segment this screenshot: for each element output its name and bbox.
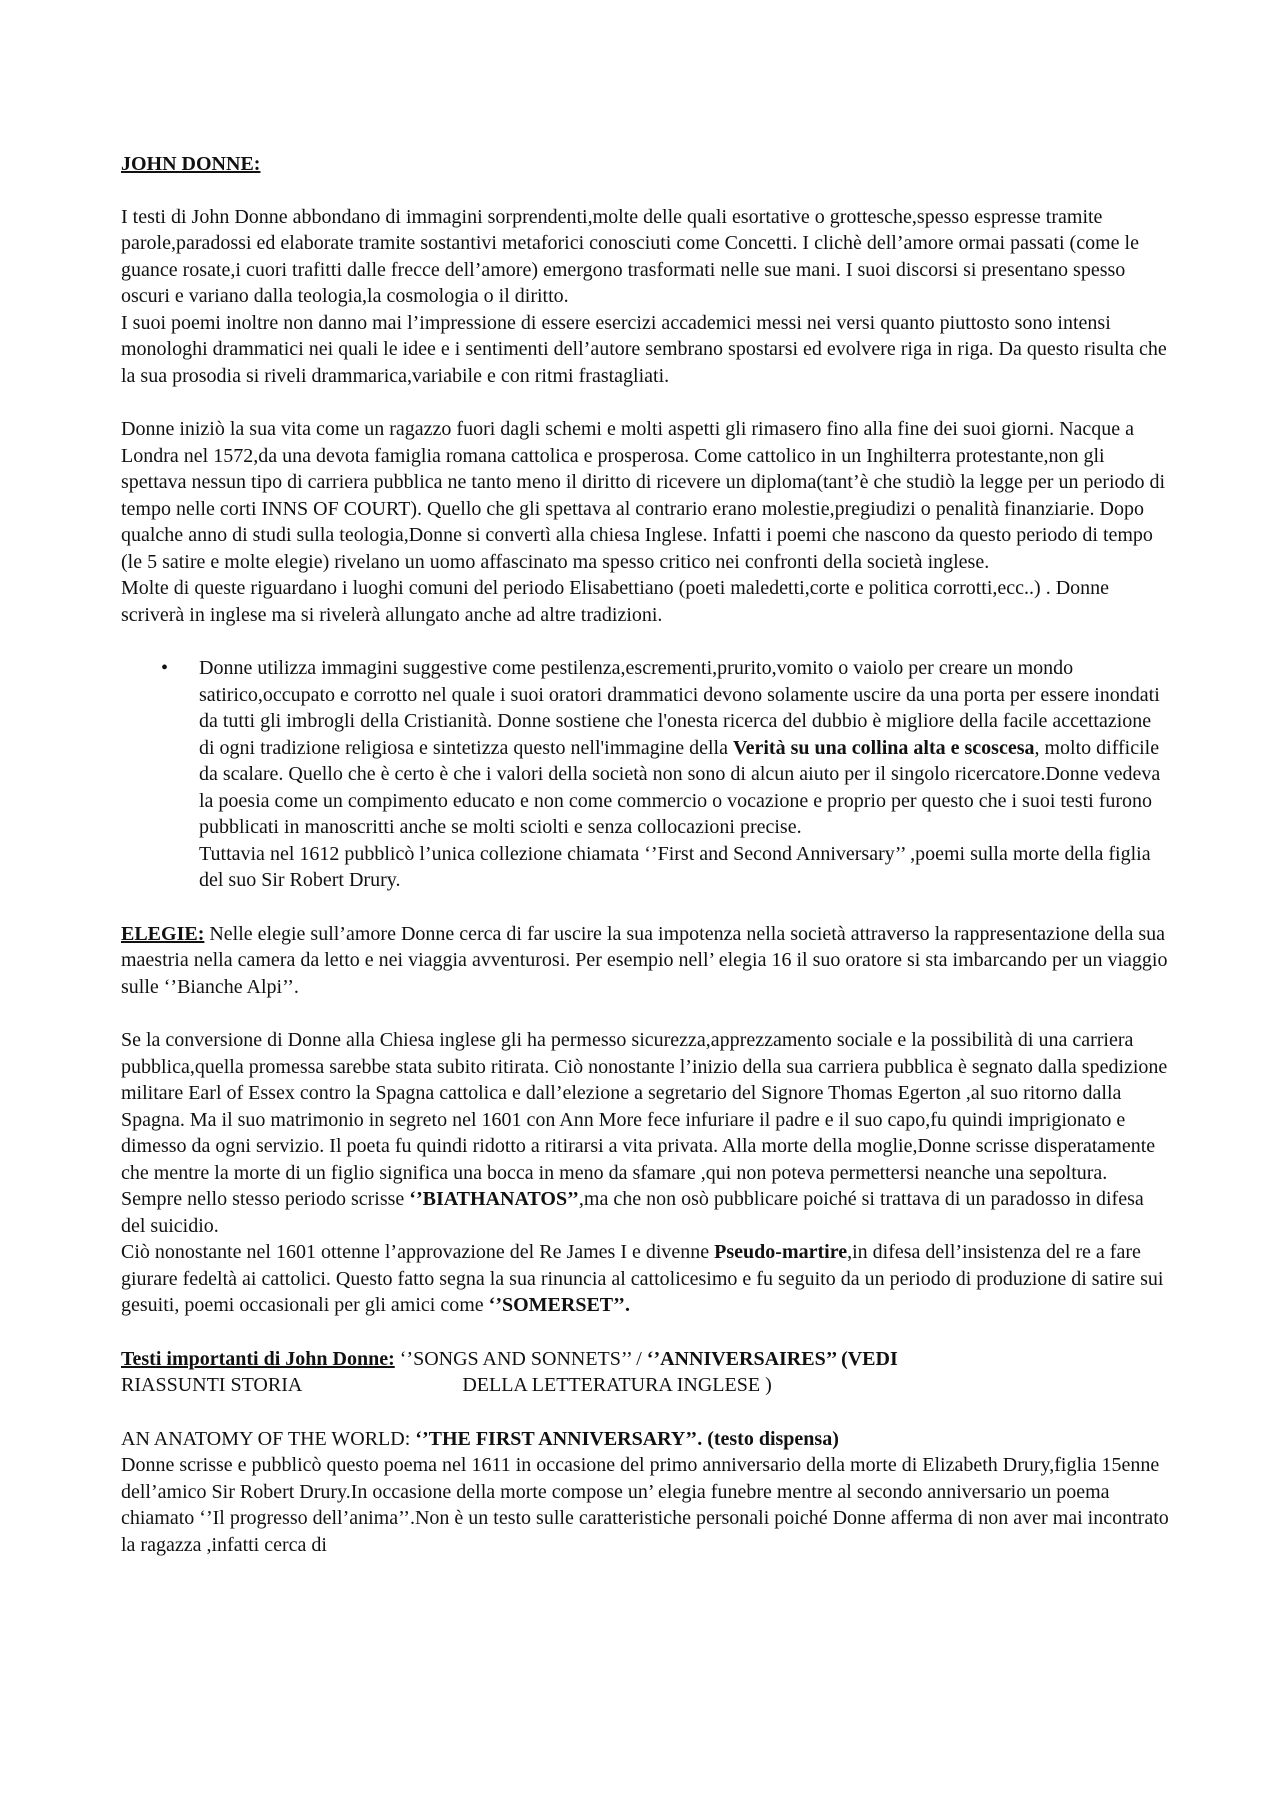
- pseudo-bold-end: ‘’SOMERSET’’.: [488, 1294, 630, 1316]
- pseudo-text-a: Ciò nonostante nel 1601 ottenne l’approvazione del Re James I e divenne: [121, 1241, 715, 1263]
- bullet-list-item: [121, 655, 1171, 894]
- bullet-bold-phrase: Verità su una collina alta e scoscesa: [733, 736, 1035, 759]
- important-texts-b: RIASSUNTI STORIA: [121, 1374, 303, 1396]
- paragraph-pseudo-martire: [121, 1239, 1171, 1319]
- spacer: [121, 1319, 1171, 1346]
- bullet-text-c: Tuttavia nel 1612 pubblicò l’unica collezione chiamata ‘’First and Second Anniversary’’ ,poemi sulla morte della figlia del suo Sir Robert Drury.: [199, 842, 1151, 891]
- document-page: [121, 151, 1171, 1558]
- important-texts-a: ‘’SONGS AND SONNETS’’ /: [394, 1347, 647, 1370]
- spacer: [121, 894, 1171, 921]
- important-texts-c: DELLA LETTERATURA INGLESE ): [462, 1374, 772, 1396]
- career-text-a: Se la conversione di Donne alla Chiesa inglese gli ha permesso sicurezza,apprezzamento sociale e la possibilità di una carriera pubblica,quella promessa sarebbe stata subito ritirata. Ciò nonostante l’inizio della sua carriera pubblica è segnato dalla spedizione militare Earl of Essex contro la Spagna cattolica e dall’elezione a segretario del Signore Thomas Egerton ,al suo ritorno dalla Spagna. Ma il suo matrimonio in segreto nel 1601 con Ann More fece infuriare il padre e il suo capo,fu quindi imprigionato e dimesso da ogni servizio. Il poeta fu quindi ridotto a ritirarsi a vita privata. Alla morte della moglie,Donne scrisse disperatamente che mentre la morte di un figlio significa una bocca in meno da sfamare ,qui non poteva permettersi neanche una sepoltura. Sempre nello stesso periodo scrisse: [121, 1029, 1168, 1210]
- paragraph-intro: I testi di John Donne abbondano di immagini sorprendenti,molte delle quali esortative o grottesche,spesso espresse tramite parole,paradossi ed elaborate tramite sostantivi metaforici conosciuti come Concetti. I clichè dell’amore ormai passati (come le guance rosate,i cuori trafitti dalle frecce dell’amore) emergono trasformati nelle sue mani. I suoi discorsi si presentano spesso oscuri e variano dalla teologia,la cosmologia o il diritto.: [121, 205, 1139, 307]
- bullet-marker: •: [161, 657, 169, 679]
- paragraph-important-texts: [121, 1346, 1171, 1399]
- paragraph-anatomy: Donne scrisse e pubblicò questo poema nel 1611 in occasione del primo anniversario della morte di Elizabeth Drury,figlia 15enne dell’amico Sir Robert Drury.In occasione della morte compose un’ elegia funebre mentre al secondo anniversario un poema chiamato ‘’Il progresso dell’anima’’.Non è un testo sulle caratteristiche personali poiché Donne afferma di non aver mai incontrato la ragazza ,infatti cerca di: [121, 1454, 1169, 1556]
- paragraph-themes: Molte di queste riguardano i luoghi comuni del periodo Elisabettiano (poeti maledetti,corte e politica corrotti,ecc..) . Donne scriverà in inglese ma si rivelerà allungato anche ad altre tradizioni.: [121, 577, 1110, 626]
- anatomy-heading-a: AN ANATOMY OF THE WORLD:: [121, 1427, 416, 1450]
- anatomy-heading: [121, 1426, 1171, 1453]
- pseudo-text-b: ,in difesa dell’insistenza del re a fare giurare fedeltà ai cattolici. Questo fatto segna la sua rinuncia al cattolicesimo e fu seguito da un periodo di produzione di satire sui gesuiti, poemi occasionali per gli amici come: [121, 1241, 1164, 1316]
- bullet-text-a: Donne utilizza immagini suggestive come pestilenza,escrementi,prurito,vomito o vaiolo per creare un mondo satirico,occupato e corrotto nel quale i suoi oratori drammatici devono solamente uscire da una porta per essere inondati da tutti gli imbrogli della Cristianità. Donne sostiene che l'onesta ricerca del dubbio è migliore della facile accettazione di ogni tradizione religiosa e sintetizza questo nell'immagine della: [199, 657, 1160, 759]
- bullet-text-b: , molto difficile da scalare. Quello che è certo è che i valori della società non sono di alcun aiuto per il singolo ricercatore.Donne vedeva la poesia come un compimento educato e non come commercio o vocazione e proprio per questo che i suoi testi furono pubblicati in manoscritti anche se molti sciolti e senza collocazioni precise.: [199, 736, 1161, 838]
- career-text-b: ,ma che non osò pubblicare poiché si trattava di un paradosso in difesa del suicidio.: [121, 1188, 1144, 1237]
- page-title: JOHN DONNE:: [121, 153, 261, 175]
- spacer: [121, 1399, 1171, 1426]
- career-bold-title: ‘’BIATHANATOS’’: [409, 1188, 579, 1210]
- anatomy-heading-b: ‘’THE FIRST ANNIVERSARY’’. (testo dispensa): [415, 1427, 839, 1450]
- bullet-text: [199, 655, 1171, 841]
- elegie-heading: ELEGIE:: [121, 922, 205, 945]
- spacer: [121, 628, 1171, 655]
- important-texts-heading: Testi importanti di John Donne:: [121, 1347, 395, 1370]
- paragraph-career: [121, 1027, 1171, 1239]
- paragraph-elegie: [121, 921, 1171, 1001]
- paragraph-poems: I suoi poemi inoltre non danno mai l’impressione di essere esercizi accademici messi nei versi quanto piuttosto sono intensi monologhi drammatici nei quali le idee e i sentimenti dell’autore sembrano spostarsi ed evolvere riga in riga. Da questo risulta che la sua prosodia si riveli drammarica,variabile e con ritmi frastagliati.: [121, 311, 1167, 387]
- paragraph-biography: Donne iniziò la sua vita come un ragazzo fuori dagli schemi e molti aspetti gli rimasero fino alla fine dei suoi giorni. Nacque a Londra nel 1572,da una devota famiglia romana cattolica e prosperosa. Come cattolico in un Inghilterra protestante,non gli spettava nessun tipo di carriera pubblica ne tanto meno il diritto di ricevere un diploma(tant’è che studiò la legge per un periodo di tempo nelle corti INNS OF COURT). Quello che gli spettava al contrario erano molestie,pregiudizi o penalità finanziarie. Dopo qualche anno di studi sulla teologia,Donne si convertì alla chiesa Inglese. Infatti i poemi che nascono da questo periodo di tempo (le 5 satire e molte elegie) rivelano un uomo affascinato ma spesso critico nei confronti della società inglese.: [121, 418, 1166, 573]
- pseudo-bold-term: Pseudo-martire: [714, 1241, 848, 1263]
- spacer: [121, 1000, 1171, 1027]
- important-texts-bold: ‘’ANNIVERSAIRES’’ (VEDI: [646, 1347, 898, 1370]
- elegie-text: Nelle elegie sull’amore Donne cerca di far uscire la sua impotenza nella società attraverso la rappresentazione della sua maestria nella camera da letto e nei viaggia avventurosi. Per esempio nell’ elegia 16 il suo oratore si sta imbarcando per un viaggio sulle ‘’Bianche Alpi’’.: [121, 922, 1168, 998]
- spacer: [121, 389, 1171, 416]
